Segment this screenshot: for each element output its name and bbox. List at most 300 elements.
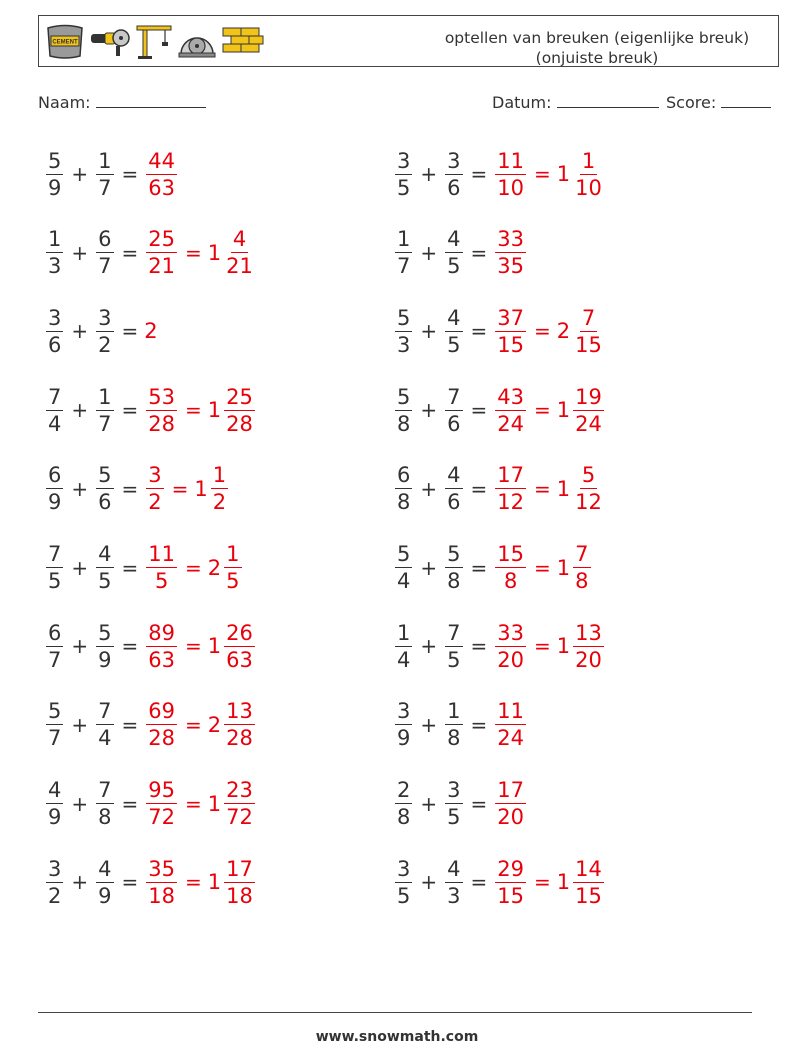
addend-2-fraction-denominator: 9 <box>98 647 112 672</box>
addend-2-fraction-denominator: 7 <box>98 175 112 200</box>
mixed-number-whole: 2 <box>207 712 222 737</box>
answer-equals-sign: = <box>185 555 202 580</box>
equals-sign: = <box>121 398 139 423</box>
addend-1-fraction-denominator: 8 <box>397 411 411 436</box>
mixed-number-fraction-numerator: 25 <box>226 384 253 409</box>
addend-2-fraction-denominator: 6 <box>447 411 461 436</box>
addend-2-fraction <box>96 698 113 751</box>
equals-sign: = <box>470 791 488 816</box>
answer-fraction-denominator: 8 <box>503 569 518 593</box>
mixed-number-fraction-denominator: 20 <box>575 647 602 672</box>
answer-fraction <box>495 620 526 673</box>
equals-sign: = <box>121 555 139 580</box>
answer-fraction <box>146 384 177 437</box>
mixed-number-fraction-denominator: 5 <box>226 569 240 593</box>
mixed-number-whole: 1 <box>556 634 571 659</box>
answer-fraction-numerator: 11 <box>497 148 525 173</box>
mixed-number-fraction-denominator: 28 <box>226 411 253 436</box>
addend-1-fraction-numerator: 5 <box>397 384 411 409</box>
cement-label: CEMENT <box>52 39 78 46</box>
addend-2-fraction-denominator: 7 <box>98 411 112 436</box>
addend-2-fraction <box>96 777 113 830</box>
addend-1-fraction <box>46 698 63 751</box>
plus-sign: + <box>420 240 438 265</box>
answer-equals-sign: = <box>185 398 202 423</box>
equals-sign: = <box>121 476 139 501</box>
addend-1-fraction-denominator: 5 <box>397 883 411 908</box>
mixed-number-fraction-numerator: 13 <box>226 699 253 724</box>
answer-fraction-numerator: 44 <box>148 148 176 173</box>
equals-sign: = <box>121 240 139 265</box>
plus-sign: + <box>71 398 89 423</box>
addend-1-fraction-denominator: 4 <box>397 647 411 672</box>
addend-1-fraction-denominator: 7 <box>397 254 411 279</box>
mixed-number-fraction <box>224 226 255 279</box>
addend-2-fraction-numerator: 5 <box>98 620 112 645</box>
answer-equals-sign: = <box>534 162 551 186</box>
answer-equals-sign: = <box>185 791 202 816</box>
plus-sign: + <box>71 162 89 186</box>
mixed-number-fraction-numerator: 23 <box>226 778 253 803</box>
addend-2-fraction <box>445 856 462 909</box>
addend-2-fraction-numerator: 3 <box>447 778 461 803</box>
addend-2-fraction-numerator: 7 <box>98 778 112 803</box>
mixed-number-fraction <box>224 856 255 909</box>
addend-2-fraction-denominator: 5 <box>447 805 461 830</box>
addend-2-fraction <box>96 226 113 279</box>
equals-sign: = <box>470 162 488 186</box>
answer-fraction-numerator: 17 <box>497 463 525 488</box>
addend-1-fraction-numerator: 5 <box>48 699 62 724</box>
title-line-1: optellen van breuken (eigenlijke breuk) <box>444 29 750 47</box>
score-field[interactable] <box>666 93 771 112</box>
addend-1-fraction-denominator: 5 <box>48 569 62 593</box>
addend-1-fraction <box>395 777 412 830</box>
answer-fraction <box>495 541 526 594</box>
addend-1-fraction-denominator: 9 <box>48 805 62 830</box>
addend-2-fraction-denominator: 5 <box>447 647 461 672</box>
date-label: Datum: <box>492 93 552 112</box>
addend-2-fraction-numerator: 3 <box>447 148 461 173</box>
addend-2-fraction-numerator: 7 <box>98 699 112 724</box>
plus-sign: + <box>420 555 438 580</box>
answer-equals-sign: = <box>185 870 202 895</box>
addend-2-fraction <box>445 541 462 594</box>
problem-item <box>44 693 257 757</box>
addend-1-fraction-numerator: 6 <box>48 463 62 488</box>
name-field[interactable] <box>38 93 206 112</box>
addend-2-fraction-numerator: 1 <box>98 148 112 173</box>
problem-item <box>393 850 606 914</box>
mixed-number-fraction <box>573 856 604 909</box>
problem-item <box>44 299 158 363</box>
problem-item <box>393 457 606 521</box>
addend-1-fraction-denominator: 9 <box>48 175 62 200</box>
mixed-number-fraction-denominator: 63 <box>226 647 253 672</box>
footer-divider <box>38 1012 752 1013</box>
addend-2-fraction-denominator: 6 <box>98 490 112 515</box>
answer-fraction-denominator: 24 <box>497 411 525 436</box>
equals-sign: = <box>470 712 488 737</box>
addend-2-fraction-denominator: 7 <box>98 254 112 279</box>
addend-1-fraction-numerator: 7 <box>48 384 62 409</box>
problem-item <box>44 850 257 914</box>
addend-1-fraction <box>46 384 63 437</box>
addend-2-fraction <box>445 148 462 201</box>
addend-1-fraction <box>395 462 412 515</box>
equals-sign: = <box>470 634 488 659</box>
mixed-number-fraction <box>224 384 255 437</box>
equals-sign: = <box>470 240 488 265</box>
answer-fraction <box>146 226 177 279</box>
addend-1-fraction-numerator: 1 <box>48 227 62 252</box>
answer-fraction-denominator: 24 <box>497 726 525 751</box>
addend-1-fraction <box>46 541 63 594</box>
addend-1-fraction <box>46 305 63 358</box>
answer-fraction-numerator: 3 <box>148 463 162 488</box>
mixed-number-fraction <box>211 462 228 515</box>
mixed-number-fraction <box>224 620 255 673</box>
plus-sign: + <box>71 791 89 816</box>
crane-icon <box>135 22 173 60</box>
mixed-number-fraction-numerator: 1 <box>226 542 240 566</box>
mixed-number-fraction-denominator: 15 <box>575 332 602 357</box>
mixed-number-fraction <box>224 541 241 594</box>
problem-item <box>393 536 593 600</box>
answer-equals-sign: = <box>185 634 202 659</box>
title-line-2: (onjuiste breuk) <box>535 49 659 67</box>
answer-fraction-denominator: 12 <box>497 490 525 515</box>
equals-sign: = <box>121 791 139 816</box>
mixed-number-whole: 1 <box>556 870 571 895</box>
answer-fraction-denominator: 72 <box>148 805 176 830</box>
mixed-number-whole: 1 <box>194 476 208 501</box>
mixed-number-fraction-numerator: 14 <box>575 856 602 881</box>
addend-2-fraction <box>445 305 462 358</box>
answer-fraction <box>495 462 526 515</box>
plus-sign: + <box>420 476 438 501</box>
addend-1-fraction-numerator: 7 <box>48 542 62 566</box>
addend-2-fraction-denominator: 9 <box>98 883 112 908</box>
answer-equals-sign: = <box>534 319 551 344</box>
mixed-number-fraction-denominator: 12 <box>575 490 602 515</box>
answer-fraction-numerator: 95 <box>148 778 176 803</box>
score-label: Score: <box>666 93 717 112</box>
plus-sign: + <box>71 240 89 265</box>
mixed-number-fraction <box>573 541 590 594</box>
answer-fraction-denominator: 5 <box>154 569 169 593</box>
mixed-number-whole: 1 <box>207 398 222 423</box>
mixed-number-fraction-denominator: 28 <box>226 726 253 751</box>
mixed-number-fraction-denominator: 18 <box>226 883 253 908</box>
equals-sign: = <box>470 870 488 895</box>
answer-equals-sign: = <box>534 398 551 423</box>
answer-fraction-denominator: 20 <box>497 805 525 830</box>
answer-fraction <box>146 777 177 830</box>
plus-sign: + <box>71 870 89 895</box>
answer-fraction-denominator: 28 <box>148 411 176 436</box>
addend-2-fraction-denominator: 5 <box>447 254 461 279</box>
addend-2-fraction <box>96 305 113 358</box>
mixed-number-fraction <box>224 777 255 830</box>
addend-2-fraction-numerator: 4 <box>98 542 112 566</box>
answer-fraction <box>495 305 526 358</box>
equals-sign: = <box>121 162 139 186</box>
addend-2-fraction-numerator: 4 <box>447 227 461 252</box>
circular-saw-icon <box>177 22 217 60</box>
addend-1-fraction-numerator: 3 <box>397 856 411 881</box>
addend-1-fraction-denominator: 8 <box>397 805 411 830</box>
addend-1-fraction <box>395 226 412 279</box>
answer-fraction <box>146 541 177 594</box>
date-blank[interactable] <box>557 93 659 108</box>
addend-1-fraction <box>46 226 63 279</box>
addend-1-fraction <box>395 620 412 673</box>
mixed-number-fraction <box>573 305 604 358</box>
addend-2-fraction-numerator: 1 <box>447 699 461 724</box>
plus-sign: + <box>420 634 438 659</box>
answer-fraction-numerator: 89 <box>148 620 176 645</box>
addend-2-fraction-numerator: 4 <box>447 463 461 488</box>
answer-fraction-denominator: 35 <box>497 254 525 279</box>
footer-url: www.snowmath.com <box>315 1029 479 1045</box>
answer-fraction-denominator: 15 <box>497 332 525 357</box>
mixed-number-whole: 1 <box>556 398 571 423</box>
addend-1-fraction-denominator: 4 <box>48 411 62 436</box>
addend-1-fraction-numerator: 3 <box>397 699 411 724</box>
answer-fraction <box>146 462 163 515</box>
problem-item <box>44 378 257 442</box>
mixed-number-fraction-numerator: 5 <box>581 463 596 488</box>
cement-bag-icon <box>45 22 85 60</box>
addend-1-fraction-denominator: 9 <box>48 490 62 515</box>
mixed-number-fraction-denominator: 8 <box>575 569 589 593</box>
problem-item <box>393 142 606 206</box>
answer-fraction-numerator: 69 <box>148 699 176 724</box>
plus-sign: + <box>420 319 438 344</box>
equals-sign: = <box>121 319 139 344</box>
mixed-number-whole: 2 <box>556 319 571 344</box>
addend-1-fraction-denominator: 6 <box>48 332 62 357</box>
plus-sign: + <box>71 712 89 737</box>
answer-fraction-denominator: 10 <box>497 175 525 200</box>
answer-fraction <box>495 148 526 201</box>
answer-fraction <box>495 698 526 751</box>
answer-fraction <box>146 698 177 751</box>
mixed-number-fraction-numerator: 1 <box>212 463 227 488</box>
addend-2-fraction <box>96 620 113 673</box>
addend-1-fraction <box>395 305 412 358</box>
answer-fraction-numerator: 33 <box>497 620 525 645</box>
addend-1-fraction-numerator: 5 <box>48 148 62 173</box>
mixed-number-fraction-numerator: 13 <box>575 620 602 645</box>
answer-equals-sign: = <box>185 240 202 265</box>
addend-1-fraction-denominator: 7 <box>48 647 62 672</box>
equals-sign: = <box>470 555 488 580</box>
addend-2-fraction-numerator: 3 <box>98 305 112 330</box>
addend-2-fraction-numerator: 4 <box>447 305 461 330</box>
mixed-number-fraction <box>573 148 604 201</box>
addend-1-fraction-numerator: 2 <box>397 778 411 803</box>
problem-item <box>393 772 528 836</box>
addend-1-fraction-denominator: 7 <box>48 726 62 751</box>
addend-1-fraction-denominator: 3 <box>48 254 62 279</box>
answer-fraction-numerator: 11 <box>148 542 176 566</box>
addend-2-fraction-denominator: 5 <box>98 569 112 593</box>
problem-item <box>44 457 230 521</box>
addend-2-fraction-denominator: 6 <box>447 490 461 515</box>
answer-equals-sign: = <box>171 476 189 501</box>
answer-fraction-numerator: 15 <box>497 542 525 566</box>
mixed-number-whole: 1 <box>207 791 222 816</box>
mixed-number-fraction-numerator: 26 <box>226 620 253 645</box>
problem-item <box>393 378 606 442</box>
worksheet-title <box>423 28 771 68</box>
answer-fraction-denominator: 2 <box>148 490 162 515</box>
addend-1-fraction <box>46 148 63 201</box>
answer-fraction-numerator: 11 <box>497 699 525 724</box>
answer-fraction <box>146 856 177 909</box>
addend-1-fraction <box>395 698 412 751</box>
answer-fraction <box>146 620 177 673</box>
mixed-number-fraction-denominator: 24 <box>575 411 602 436</box>
plus-sign: + <box>71 319 89 344</box>
problem-item <box>44 142 179 206</box>
date-field[interactable] <box>492 93 659 112</box>
answer-fraction <box>495 777 526 830</box>
mixed-number-whole: 1 <box>556 476 571 501</box>
plus-sign: + <box>420 870 438 895</box>
addend-1-fraction <box>395 856 412 909</box>
addend-2-fraction <box>445 226 462 279</box>
addend-2-fraction-denominator: 2 <box>98 332 112 357</box>
mixed-number-fraction-numerator: 17 <box>226 856 253 881</box>
addend-1-fraction <box>46 462 63 515</box>
answer-equals-sign: = <box>534 555 551 580</box>
plus-sign: + <box>420 712 438 737</box>
answer-fraction-numerator: 37 <box>497 305 525 330</box>
answer-fraction <box>146 148 177 201</box>
plus-sign: + <box>420 398 438 423</box>
worksheet-header <box>38 15 779 67</box>
answer-fraction <box>495 384 526 437</box>
mixed-number-fraction-denominator: 2 <box>212 490 227 515</box>
plus-sign: + <box>71 476 89 501</box>
addend-2-fraction-numerator: 5 <box>98 463 112 488</box>
problem-item <box>44 536 244 600</box>
score-blank[interactable] <box>721 93 771 108</box>
mixed-number-fraction-numerator: 7 <box>581 305 596 330</box>
mixed-number-fraction-numerator: 4 <box>232 227 247 252</box>
problem-item <box>393 299 606 363</box>
addend-2-fraction <box>445 777 462 830</box>
addend-2-fraction <box>445 620 462 673</box>
mixed-number-fraction <box>224 698 255 751</box>
name-label: Naam: <box>38 93 91 112</box>
addend-1-fraction-denominator: 3 <box>397 332 411 357</box>
answer-equals-sign: = <box>534 634 551 659</box>
addend-2-fraction-denominator: 5 <box>447 332 461 357</box>
addend-2-fraction <box>96 541 113 594</box>
equals-sign: = <box>121 870 139 895</box>
answer-fraction-numerator: 33 <box>497 227 525 252</box>
problem-item <box>44 614 257 678</box>
addend-1-fraction <box>46 777 63 830</box>
name-blank[interactable] <box>96 93 206 108</box>
mixed-number-whole: 1 <box>556 162 571 186</box>
mixed-number-fraction-denominator: 10 <box>575 175 602 200</box>
plus-sign: + <box>71 634 89 659</box>
addend-1-fraction <box>46 856 63 909</box>
addend-1-fraction-numerator: 1 <box>397 620 411 645</box>
plus-sign: + <box>71 555 89 580</box>
addend-1-fraction-numerator: 3 <box>48 856 62 881</box>
mixed-number-whole: 1 <box>207 634 222 659</box>
answer-fraction-numerator: 29 <box>497 856 525 881</box>
answer-fraction-numerator: 43 <box>497 384 525 409</box>
addend-2-fraction <box>96 384 113 437</box>
answer-fraction-numerator: 25 <box>148 227 176 252</box>
answer-fraction-denominator: 15 <box>497 883 525 908</box>
addend-1-fraction <box>46 620 63 673</box>
answer-fraction <box>495 856 526 909</box>
addend-2-fraction-numerator: 5 <box>447 542 461 566</box>
angle-grinder-icon <box>89 22 131 60</box>
mixed-number-fraction-numerator: 19 <box>575 384 602 409</box>
addend-1-fraction-numerator: 5 <box>397 542 411 566</box>
plus-sign: + <box>420 791 438 816</box>
addend-1-fraction <box>395 541 412 594</box>
answer-fraction-denominator: 63 <box>148 175 176 200</box>
mixed-number-fraction <box>573 620 604 673</box>
mixed-number-whole: 1 <box>207 870 222 895</box>
bricks-icon <box>221 22 265 60</box>
answer-fraction <box>495 226 526 279</box>
answer-whole-number: 2 <box>144 319 158 344</box>
addend-2-fraction-numerator: 4 <box>447 856 461 881</box>
addend-2-fraction-numerator: 6 <box>98 227 112 252</box>
addend-2-fraction-denominator: 8 <box>447 569 461 593</box>
addend-2-fraction-numerator: 7 <box>447 384 461 409</box>
addend-2-fraction <box>96 856 113 909</box>
addend-1-fraction-denominator: 8 <box>397 490 411 515</box>
addend-2-fraction-denominator: 3 <box>447 883 461 908</box>
addend-1-fraction-numerator: 3 <box>48 305 62 330</box>
equals-sign: = <box>470 319 488 344</box>
problem-item <box>393 614 606 678</box>
addend-2-fraction <box>96 462 113 515</box>
answer-fraction-numerator: 53 <box>148 384 176 409</box>
addend-2-fraction <box>445 698 462 751</box>
mixed-number-fraction-numerator: 1 <box>581 148 596 173</box>
problem-item <box>393 221 528 285</box>
mixed-number-whole: 1 <box>556 555 571 580</box>
mixed-number-whole: 1 <box>207 240 222 265</box>
addend-1-fraction <box>395 384 412 437</box>
plus-sign: + <box>420 162 438 186</box>
mixed-number-fraction-numerator: 7 <box>575 542 589 566</box>
addend-2-fraction-denominator: 6 <box>447 175 461 200</box>
addend-1-fraction-denominator: 4 <box>397 569 411 593</box>
addend-2-fraction <box>445 462 462 515</box>
addend-1-fraction-numerator: 4 <box>48 778 62 803</box>
addend-1-fraction-numerator: 1 <box>397 227 411 252</box>
mixed-number-whole: 2 <box>207 555 222 580</box>
addend-2-fraction-denominator: 8 <box>447 726 461 751</box>
addend-1-fraction <box>395 148 412 201</box>
addend-2-fraction <box>96 148 113 201</box>
equals-sign: = <box>121 634 139 659</box>
